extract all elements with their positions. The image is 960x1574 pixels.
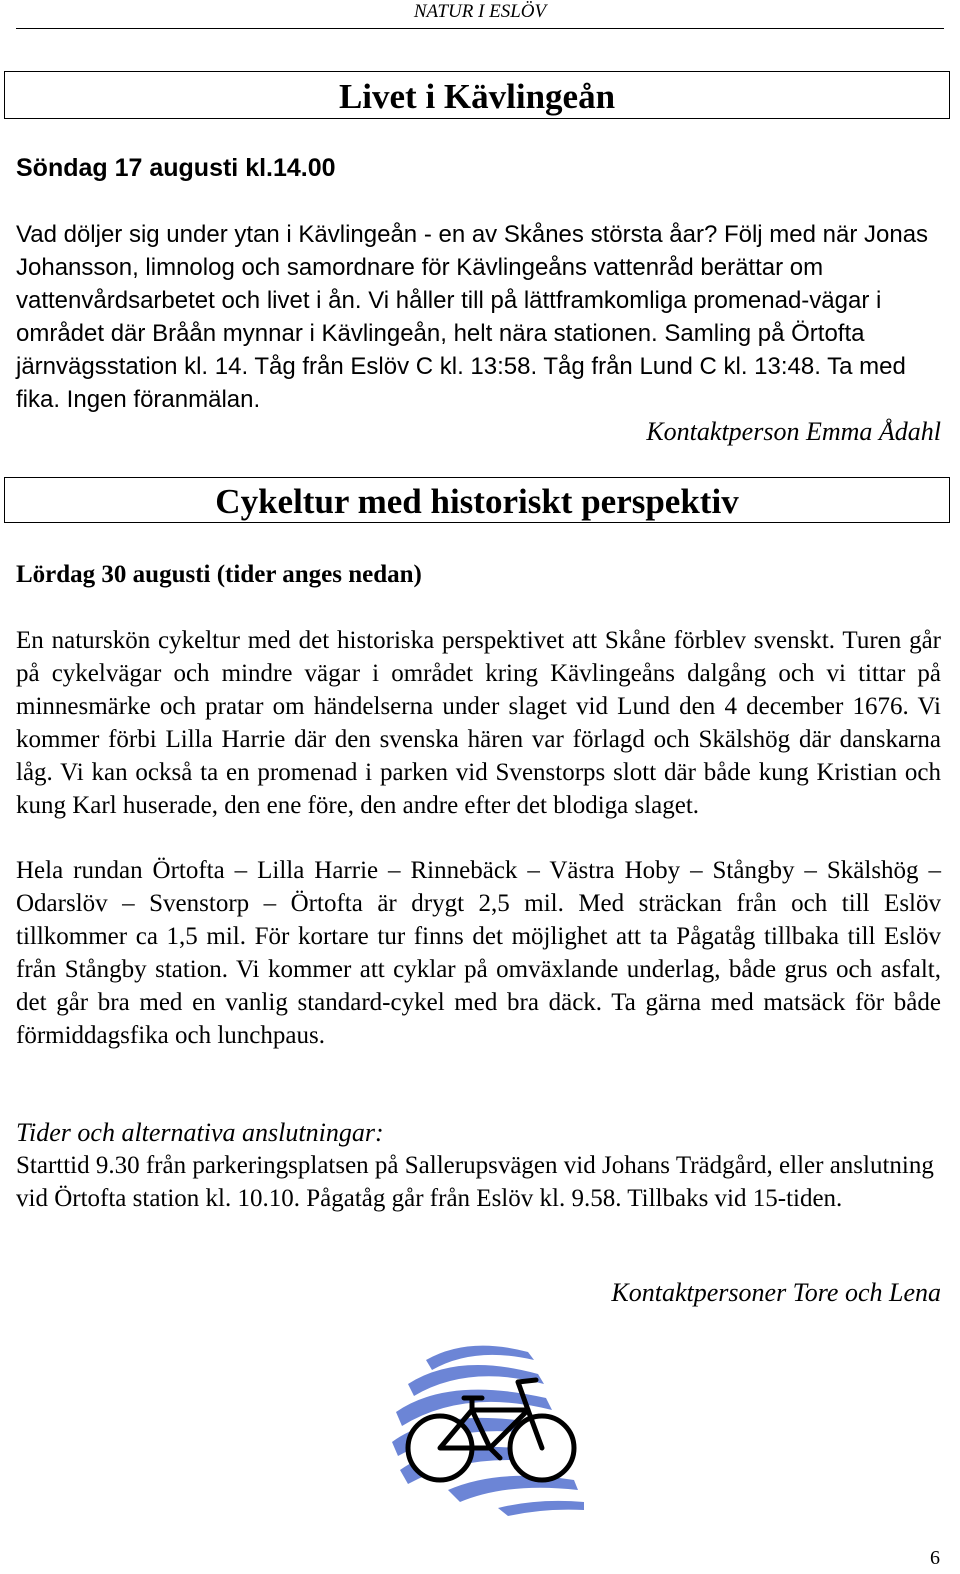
times-paragraph: Starttid 9.30 från parkeringsplatsen på Sallerupsvägen vid Johans Trädgård, eller anslutning vid Örtofta station kl. 10.10. Pågatåg går från Eslöv kl. 9.58. Tillbaks vid 15-tiden. (16, 1152, 934, 1212)
event-date: Söndag 17 augusti kl.14.00 (16, 154, 336, 182)
event-title-box (4, 477, 950, 523)
event-description-paragraph: En naturskön cykeltur med det historiska perspektivet att Skåne förblev svenskt. Turen går på cykelvägar och mindre vägar i området kring Kävlingeåns dalgång och vi tittar på minnesmärke och pratar om händelserna under slaget vid Lund den 4 december 1676. Vi kommer förbi Lilla Harrie där den svenska hären var förlagd och Skälshög där danskarna låg. Vi kan också ta en promenad i parken vid Svenstorps slott där både kung Kristian och kung Karl huserade, den ene före, den andre efter det blodiga slaget. (16, 627, 941, 819)
header-divider (16, 28, 944, 29)
event-title: Livet i Kävlingeån (338, 77, 616, 116)
running-header: NATUR I ESLÖV (413, 1, 547, 22)
event-contact: Kontaktperson Emma Ådahl (646, 417, 941, 446)
event-title: Cykeltur med historiskt perspektiv (215, 482, 739, 521)
bicycle-icon (378, 1330, 590, 1516)
times-heading: Tider och alternativa anslutningar: (16, 1118, 384, 1147)
event-description: Vad döljer sig under ytan i Kävlingeån - en av Skånes största åar? Följ med när Jonas Johansson, limnolog och samordnare för Kävlingeåns vattenråd berättar om vattenvårdsarbetet och livet i ån. Vi håller till på lättframkomliga promenad-vägar i området där Bråån mynnar i Kävlingeån, helt nära stationen. Samling på Örtofta järnvägsstation kl. 14. Tåg från Eslöv C kl. 13:58. Tåg från Lund C kl. 13:48. Ta med fika. Ingen föranmälan. (16, 221, 929, 413)
event-contact: Kontaktpersoner Tore och Lena (611, 1278, 941, 1307)
page-number: 6 (930, 1547, 940, 1569)
route-description-paragraph: Hela rundan Örtofta – Lilla Harrie – Rinnebäck – Västra Hoby – Stångby – Skälshög – Odarslöv – Svenstorp – Örtofta är drygt 2,5 mil. Med sträckan från och till Eslöv tillkommer ca 1,5 mil. För kortare tur finns det möjlighet att ta Pågatåg tillbaka till Eslöv från Stångby station. Vi kommer att cyklar på omväxlande underlag, både grus och asfalt, det går bra med en vanlig standard-cykel med bra däck. Ta gärna med matsäck för både förmiddagsfika och lunchpaus. (16, 857, 941, 1049)
event-title-box (4, 71, 950, 119)
event-date: Lördag 30 augusti (tider anges nedan) (16, 561, 422, 588)
